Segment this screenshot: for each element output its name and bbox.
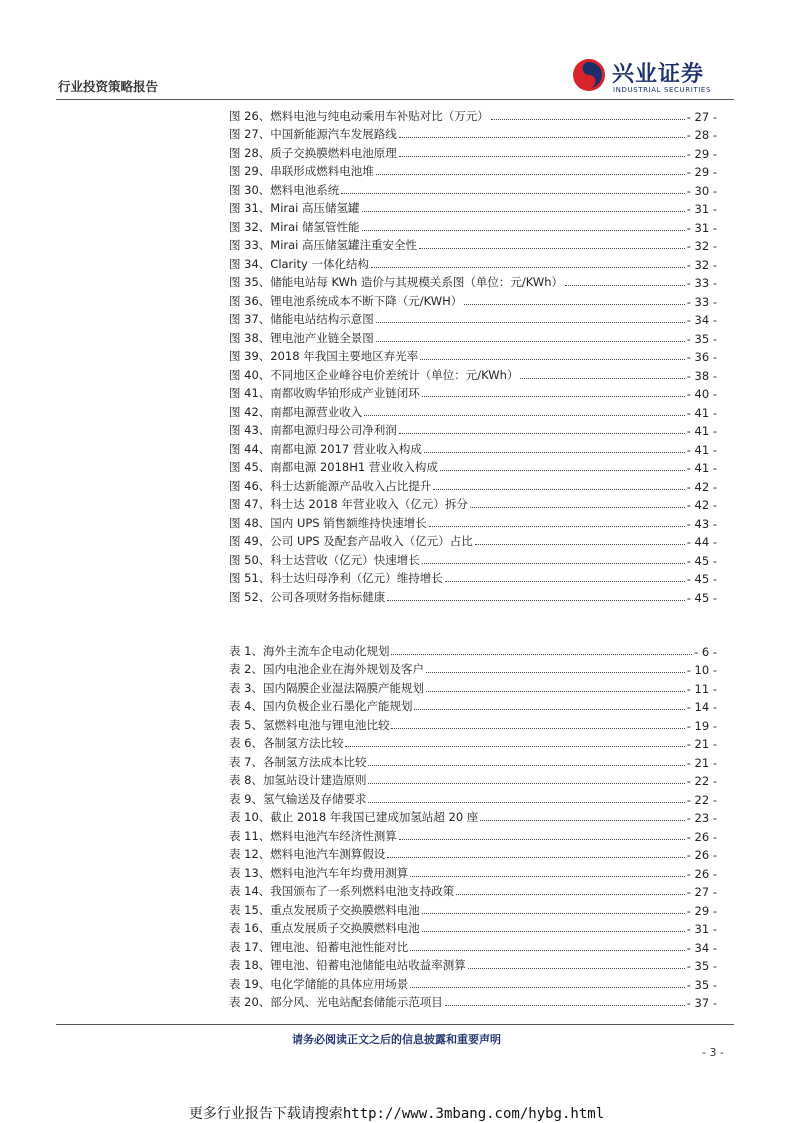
table-entry[interactable] [229, 936, 717, 955]
dot-leader [468, 968, 685, 969]
figure-entry-label: 图 31、Mirai 高压储氢罐 [229, 201, 360, 215]
table-entry-page: - 26 - [686, 829, 717, 844]
figure-entry-label: 图 37、储能电站结构示意图 [229, 312, 374, 326]
figure-entry[interactable] [229, 253, 717, 272]
figure-entry[interactable] [229, 568, 717, 587]
figure-entry[interactable] [229, 290, 717, 309]
table-entry-page: - 21 - [686, 755, 717, 770]
table-entry[interactable] [229, 862, 717, 881]
dot-leader [399, 433, 685, 434]
table-entry-page: - 34 - [686, 940, 717, 955]
figure-entry[interactable] [229, 531, 717, 550]
figure-entry-page: - 34 - [686, 313, 717, 327]
figure-entry-label: 图 27、中国新能源汽车发展路线 [229, 127, 397, 141]
table-entry-page: - 37 - [686, 996, 717, 1010]
dot-leader [475, 544, 685, 545]
figure-entry-label: 图 44、南都电源 2017 营业收入构成 [229, 441, 422, 456]
dot-leader [399, 137, 685, 138]
figure-entry-label: 图 45、南都电源 2018H1 营业收入构成 [229, 460, 438, 474]
dot-leader [422, 931, 685, 932]
figure-entry[interactable] [229, 383, 717, 402]
table-entry-page: - 29 - [686, 903, 717, 918]
company-logo [572, 56, 742, 98]
table-entry[interactable] [229, 807, 717, 826]
dot-leader [376, 174, 685, 175]
table-entry[interactable] [229, 677, 717, 696]
table-entry-label: 表 8、加氢站设计建造原则 [229, 773, 367, 787]
figure-entry-label: 图 33、Mirai 高压储氢罐注重安全性 [229, 238, 418, 252]
dot-leader [419, 248, 685, 249]
figure-entry-page: - 35 - [686, 331, 717, 346]
figure-entry-page: - 45 - [686, 553, 717, 568]
figure-entry-page: - 33 - [686, 276, 717, 290]
table-entry-page: - 35 - [686, 959, 717, 973]
table-entry-label: 表 12、燃料电池汽车测算假设 [229, 847, 386, 861]
figure-entry-page: - 41 - [686, 461, 717, 475]
table-entry-page: - 21 - [686, 737, 717, 751]
figure-entry[interactable] [229, 346, 717, 365]
table-entry-label: 表 17、锂电池、铅蓄电池性能对比 [229, 939, 409, 954]
figure-entry[interactable] [229, 198, 717, 217]
figure-entry-label: 图 50、科士达营收（亿元）快速增长 [229, 552, 420, 567]
table-entry-label: 表 15、重点发展质子交换膜燃料电池 [229, 902, 420, 917]
figure-entry[interactable] [229, 364, 717, 383]
dot-leader [399, 156, 685, 157]
figure-entry[interactable] [229, 272, 717, 291]
figure-entry-label: 图 47、科士达 2018 年营业收入（亿元）拆分 [229, 497, 468, 511]
figure-entry[interactable] [229, 401, 717, 420]
figure-entry-label: 图 34、Clarity 一体化结构 [229, 256, 369, 271]
table-entry-label: 表 6、各制氢方法比较 [229, 736, 344, 750]
table-list [229, 640, 717, 1010]
disclaimer-text: 请务必阅读正文之后的信息披露和重要声明 [292, 1033, 501, 1046]
dot-leader [520, 378, 684, 379]
figure-entry[interactable] [229, 216, 717, 235]
figure-entry-label: 图 35、储能电站每 KWh 造价与其规模关系图（单位：元/KWh） [229, 275, 564, 289]
dot-leader [422, 913, 685, 914]
dot-leader [433, 489, 684, 490]
table-entry[interactable] [229, 844, 717, 863]
figure-entry-label: 图 52、公司各项财务指标健康 [229, 589, 386, 604]
figure-entry[interactable] [229, 105, 717, 124]
figure-entry-label: 图 42、南都电源营业收入 [229, 404, 363, 419]
table-entry-label: 表 13、燃料电池汽车年均费用测算 [229, 865, 409, 880]
table-entry-label: 表 3、国内隔膜企业湿法隔膜产能规划 [229, 680, 424, 695]
figure-entry[interactable] [229, 475, 717, 494]
table-entry-label: 表 16、重点发展质子交换膜燃料电池 [229, 921, 420, 935]
table-entry[interactable] [229, 881, 717, 900]
dot-leader [399, 839, 685, 840]
table-entry[interactable] [229, 770, 717, 789]
dot-leader [410, 987, 684, 988]
table-entry-page: - 10 - [686, 663, 717, 677]
table-entry-label: 表 1、海外主流车企电动化规划 [229, 643, 390, 658]
table-entry[interactable] [229, 714, 717, 733]
figure-entry-label: 图 40、不同地区企业峰谷电价差统计（单位：元/KWh） [229, 367, 519, 382]
table-entry-label: 表 14、我国颁布了一系列燃料电池支持政策 [229, 884, 455, 898]
table-entry-page: - 6 - [694, 644, 717, 659]
figure-entry-page: - 31 - [686, 202, 717, 216]
dot-leader [387, 600, 684, 601]
figure-entry-label: 图 48、国内 UPS 销售额维持快速增长 [229, 515, 427, 530]
dot-leader [368, 765, 684, 766]
dot-leader [368, 802, 684, 803]
figure-entry-label: 图 32、Mirai 储氢管性能 [229, 219, 360, 234]
table-entry-label: 表 9、氢气输送及存储要求 [229, 791, 367, 806]
figure-entry-page: - 43 - [686, 516, 717, 531]
table-entry-page: - 22 - [686, 792, 717, 807]
table-entry[interactable] [229, 955, 717, 974]
figure-entry-label: 图 29、串联形成燃料电池堆 [229, 164, 374, 178]
dot-leader [440, 470, 685, 471]
dot-leader [422, 563, 685, 564]
dot-leader [491, 119, 685, 120]
table-entry-page: - 27 - [686, 885, 717, 899]
logo-english-name: INDUSTRIAL SECURITIES [613, 86, 711, 94]
figure-list [229, 105, 717, 605]
figure-entry-page: - 28 - [686, 128, 717, 142]
download-note: 更多行业报告下载请搜索http://www.3mbang.com/hybg.html [188, 1106, 605, 1122]
table-entry-label: 表 19、电化学储能的具体应用场景 [229, 976, 409, 991]
table-entry[interactable] [229, 992, 717, 1011]
table-entry-page: - 26 - [686, 866, 717, 881]
figure-entry-page: - 32 - [686, 257, 717, 272]
figure-entry[interactable] [229, 327, 717, 346]
dot-leader [371, 267, 685, 268]
page-number: - 3 - [702, 1046, 724, 1059]
figure-entry[interactable] [229, 124, 717, 143]
figure-entry-label: 图 43、南都电源归母公司净利润 [229, 423, 397, 437]
dot-leader [368, 783, 684, 784]
table-entry-label: 表 10、截止 2018 年我国已建成加氢站超 20 座 [229, 810, 479, 824]
dot-leader [422, 396, 685, 397]
dot-leader [565, 285, 685, 286]
table-entry-page: - 23 - [686, 811, 717, 825]
dot-leader [362, 230, 685, 231]
dot-leader [364, 415, 684, 416]
figure-entry-page: - 30 - [686, 183, 717, 198]
dot-leader [445, 581, 685, 582]
figure-entry[interactable] [229, 309, 717, 328]
figure-entry-label: 图 36、锂电池系统成本不断下降（元/KWH） [229, 293, 463, 308]
figure-entry-page: - 33 - [686, 294, 717, 309]
dot-leader [456, 894, 684, 895]
figure-entry-page: - 41 - [686, 424, 717, 438]
figure-entry[interactable] [229, 494, 717, 513]
table-entry-page: - 19 - [686, 718, 717, 733]
figure-entry[interactable] [229, 235, 717, 254]
table-entry[interactable] [229, 788, 717, 807]
dot-leader [480, 820, 684, 821]
figure-entry-label: 图 49、公司 UPS 及配套产品收入（亿元）占比 [229, 534, 473, 548]
figure-entry[interactable] [229, 179, 717, 198]
dot-leader [362, 211, 685, 212]
figure-entry-label: 图 41、南都收购华铂形成产业链闭环 [229, 386, 420, 400]
table-entry-page: - 35 - [686, 977, 717, 992]
figure-entry-page: - 27 - [686, 109, 717, 124]
table-entry-page: - 14 - [686, 700, 717, 714]
figure-entry-page: - 42 - [686, 479, 717, 494]
figure-entry-label: 图 46、科士达新能源产品收入占比提升 [229, 478, 432, 493]
figure-entry-page: - 41 - [686, 405, 717, 420]
figure-entry-page: - 40 - [686, 387, 717, 401]
figure-entry-label: 图 39、2018 年我国主要地区弃光率 [229, 349, 419, 363]
figure-entry-page: - 38 - [686, 368, 717, 383]
figure-entry[interactable] [229, 457, 717, 476]
dot-leader [345, 746, 684, 747]
dot-leader [426, 691, 685, 692]
table-entry-page: - 11 - [686, 681, 717, 696]
table-entry-label: 表 2、国内电池企业在海外规划及客户 [229, 662, 424, 676]
table-entry-label: 表 4、国内负极企业石墨化产能规划 [229, 699, 413, 713]
dot-leader [426, 672, 685, 673]
figure-entry[interactable] [229, 142, 717, 161]
table-entry-page: - 22 - [686, 774, 717, 788]
footer-divider [56, 1024, 734, 1025]
dot-leader [410, 950, 684, 951]
figure-entry-page: - 41 - [686, 442, 717, 457]
figure-entry-page: - 42 - [686, 498, 717, 512]
dot-leader [376, 322, 685, 323]
dot-leader [414, 709, 684, 710]
table-entry-label: 表 5、氢燃料电池与锂电池比较 [229, 717, 390, 732]
dot-leader [341, 193, 684, 194]
header-divider [56, 99, 734, 100]
dot-leader [387, 857, 684, 858]
figure-entry[interactable] [229, 512, 717, 531]
figure-entry-label: 图 26、燃料电池与纯电动乘用车补贴对比（万元） [229, 108, 489, 123]
report-type-title: 行业投资策略报告 [58, 79, 159, 94]
dot-leader [391, 728, 684, 729]
figure-entry-page: - 45 - [686, 572, 717, 586]
table-entry[interactable] [229, 825, 717, 844]
table-entry-page: - 26 - [686, 848, 717, 862]
figure-entry-page: - 32 - [686, 239, 717, 253]
figure-entry[interactable] [229, 438, 717, 457]
dot-leader [445, 1005, 685, 1006]
dot-leader [420, 359, 685, 360]
figure-entry[interactable] [229, 161, 717, 180]
company-logo-icon [572, 58, 606, 92]
table-entry-label: 表 11、燃料电池汽车经济性测算 [229, 828, 397, 843]
dot-leader [470, 507, 685, 508]
dot-leader [424, 452, 685, 453]
figure-entry[interactable] [229, 549, 717, 568]
dot-leader [410, 876, 684, 877]
figure-entry-label: 图 51、科士达归母净利（亿元）维持增长 [229, 571, 443, 585]
table-entry-label: 表 18、锂电池、铅蓄电池储能电站收益率测算 [229, 958, 466, 972]
figure-entry-page: - 29 - [686, 165, 717, 179]
table-entry[interactable] [229, 640, 717, 659]
table-entry[interactable] [229, 918, 717, 937]
logo-chinese-name: 兴业证券 [612, 61, 705, 87]
dot-leader [464, 304, 684, 305]
figure-entry-page: - 45 - [686, 590, 717, 605]
table-entry[interactable] [229, 899, 717, 918]
figure-entry-page: - 31 - [686, 220, 717, 235]
figure-entry-label: 图 30、燃料电池系统 [229, 182, 340, 197]
figure-entry[interactable] [229, 586, 717, 605]
table-entry-label: 表 20、部分风、光电站配套储能示范项目 [229, 995, 443, 1009]
figure-entry-page: - 29 - [686, 146, 717, 161]
figure-entry-label: 图 28、质子交换膜燃料电池原理 [229, 145, 397, 160]
dot-leader [376, 341, 685, 342]
table-entry[interactable] [229, 973, 717, 992]
table-entry[interactable] [229, 696, 717, 715]
table-entry-page: - 31 - [686, 922, 717, 936]
table-entry-label: 表 7、各制氢方法成本比较 [229, 754, 367, 769]
dot-leader [429, 526, 685, 527]
figure-entry-page: - 36 - [686, 350, 717, 364]
figure-entry-page: - 44 - [686, 535, 717, 549]
figure-entry[interactable] [229, 420, 717, 439]
table-entry[interactable] [229, 751, 717, 770]
figure-entry-label: 图 38、锂电池产业链全景图 [229, 330, 374, 345]
table-entry[interactable] [229, 733, 717, 752]
dot-leader [391, 654, 692, 655]
table-entry[interactable] [229, 659, 717, 678]
